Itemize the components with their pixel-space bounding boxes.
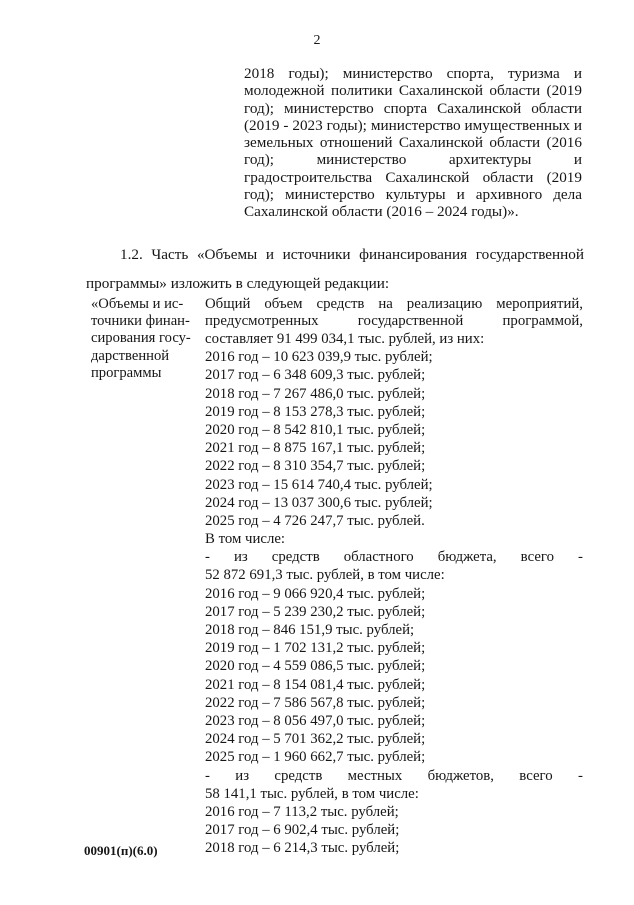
heading-word: средств (274, 767, 323, 784)
total-year-line: 2021 год – 8 875 167,1 тыс. рублей; (205, 440, 426, 457)
total-year-line: 2024 год – 13 037 300,6 тыс. рублей; (205, 494, 433, 511)
regional-year-line: 2024 год – 5 701 362,2 тыс. рублей; (205, 731, 426, 748)
local-budget-heading (205, 767, 583, 785)
regional-year-line: 2019 год – 1 702 131,2 тыс. рублей; (205, 640, 426, 657)
heading-word: бюджета, (437, 549, 497, 566)
including-label: В том числе: (205, 531, 286, 548)
total-year-line: 2019 год – 8 153 278,3 тыс. рублей; (205, 403, 426, 420)
regional-year-line: 2017 год – 5 239 230,2 тыс. рублей; (205, 603, 426, 620)
regional-year-line: 2020 год – 4 559 086,5 тыс. рублей; (205, 658, 426, 675)
regional-year-line: 2023 год – 8 056 497,0 тыс. рублей; (205, 712, 426, 729)
left-col-line: дарственной (91, 347, 170, 364)
total-year-line: 2022 год – 8 310 354,7 тыс. рублей; (205, 458, 426, 475)
heading-word: из (235, 767, 250, 784)
table-right-column (205, 296, 583, 857)
heading-word: бюджетов, (427, 767, 494, 784)
regional-year-line: 2022 год – 7 586 567,8 тыс. рублей; (205, 694, 426, 711)
heading-word: средств (271, 549, 320, 566)
continued-paragraph: 2018 годы); министерство спорта, туризма и молодежной политики Сахалинской области (2019 год); министерство спорта Сахалинской области (2019 - 2023 годы); министерство имущественных и земельных отношений Сахалинской области (2016 год); министерство архитектуры и градостроительства Сахалинской области (2019 год); министерство культуры и архивного дела Сахалинской области (2016 – 2024 годы)». (244, 65, 582, 221)
heading-word: - (577, 767, 583, 784)
left-col-line: сирования госу- (91, 330, 191, 347)
page-number: 2 (313, 33, 321, 48)
heading-word: местных (347, 767, 403, 784)
local-year-line: 2016 год – 7 113,2 тыс. рублей; (205, 803, 399, 820)
heading-word: областного (343, 549, 414, 566)
heading-word: из (233, 549, 248, 566)
local-budget-amount: 58 141,1 тыс. рублей, в том числе: (205, 785, 419, 802)
left-col-line: «Объемы и ис- (91, 296, 184, 312)
total-year-line: 2018 год – 7 267 486,0 тыс. рублей; (205, 385, 426, 402)
heading-word: всего (520, 549, 554, 566)
total-intro: Общий объем средств на реализацию мероприятий, предусмотренных государственной программой, составляет 91 499 034,1 тыс. рублей, из них: (205, 296, 583, 347)
section-heading: 1.2. Часть «Объемы и источники финансирования государственной программы» изложить в следующей редакции: (86, 246, 584, 292)
total-year-line: 2016 год – 10 623 039,9 тыс. рублей; (205, 349, 433, 366)
regional-year-line: 2025 год – 1 960 662,7 тыс. рублей; (205, 749, 426, 766)
heading-word: - (205, 767, 210, 784)
left-col-line: точники финан- (91, 313, 190, 330)
heading-word: всего (519, 767, 553, 784)
local-year-line: 2018 год – 6 214,3 тыс. рублей; (205, 840, 400, 857)
total-year-line: 2023 год – 15 614 740,4 тыс. рублей; (205, 476, 433, 493)
regional-budget-amount: 52 872 691,3 тыс. рублей, в том числе: (205, 567, 445, 584)
regional-budget-heading (205, 548, 583, 566)
total-year-line: 2017 год – 6 348 609,3 тыс. рублей; (205, 367, 426, 384)
table-left-column (91, 296, 199, 382)
document-code: 00901(п)(6.0) (84, 843, 158, 858)
heading-word: - (205, 549, 210, 566)
local-year-line: 2017 год – 6 902,4 тыс. рублей; (205, 822, 400, 839)
regional-year-line: 2016 год – 9 066 920,4 тыс. рублей; (205, 585, 426, 602)
regional-year-line: 2018 год – 846 151,9 тыс. рублей; (205, 622, 415, 639)
total-year-line: 2025 год – 4 726 247,7 тыс. рублей. (205, 512, 425, 529)
left-col-line: программы (91, 364, 162, 381)
regional-year-line: 2021 год – 8 154 081,4 тыс. рублей; (205, 676, 426, 693)
heading-word: - (578, 549, 583, 566)
total-year-line: 2020 год – 8 542 810,1 тыс. рублей; (205, 421, 426, 438)
